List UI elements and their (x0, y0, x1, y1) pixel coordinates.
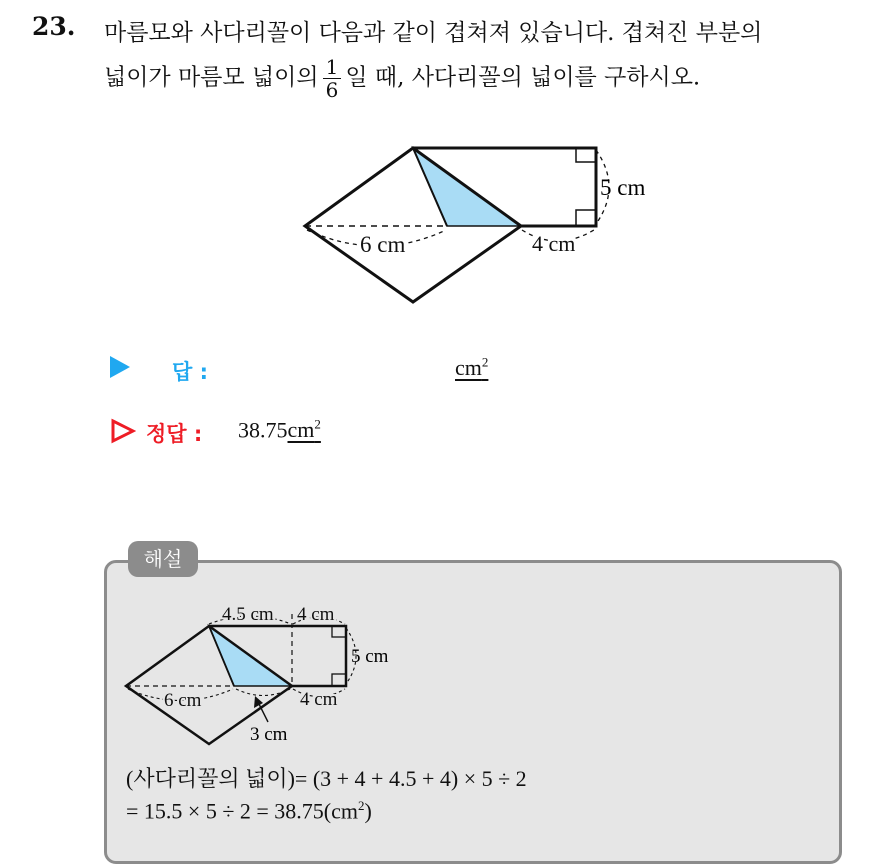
right-angle-mark-top (576, 148, 596, 162)
solution-line2-after: ) (364, 798, 372, 824)
correct-answer-value-row (238, 417, 321, 443)
label-half-diagonal: 6 cm (360, 232, 406, 257)
solution-line1: (사다리꼴의 넓이)= (3 + 4 + 4.5 + 4) × 5 ÷ 2 (126, 766, 527, 791)
fraction-numerator: 1 (323, 56, 342, 79)
label-top-left: 4.5 cm (222, 604, 274, 625)
label-half-diagonal: 6 cm (164, 690, 202, 711)
label-base-extension: 4 cm (300, 689, 338, 710)
answer-unit-text (455, 355, 488, 380)
label-bottom-segment: 3 cm (250, 724, 288, 745)
right-angle-mark-bottom (576, 210, 596, 226)
question-text-line2 (104, 56, 700, 101)
question-line2-after: 일 때, 사다리꼴의 넓이를 구하시오. (345, 64, 701, 91)
fraction-denominator: 6 (325, 78, 339, 102)
answer-row (110, 356, 130, 384)
right-angle-mark-top (332, 626, 346, 637)
solution-line2-before: = 15.5 × 5 ÷ 2 = 38.75(cm (126, 798, 358, 824)
right-angle-mark-bottom (332, 674, 346, 686)
label-height: 5 cm (600, 175, 646, 200)
correct-answer-label: 정답 : (146, 422, 203, 446)
solution-line2 (126, 798, 372, 824)
question-number: 23. (32, 12, 76, 41)
correct-unit-sup: 2 (314, 417, 321, 432)
answer-unit (455, 355, 488, 381)
explanation-figure (118, 598, 408, 748)
label-height: 5 cm (351, 646, 389, 667)
answer-unit-cm: cm (455, 355, 482, 381)
label-top-right: 4 cm (297, 604, 335, 625)
fraction-one-sixth (323, 56, 342, 101)
explanation-tab: 해설 (128, 541, 198, 577)
correct-unit-cm: cm (287, 417, 315, 443)
answer-label: 답 : (172, 360, 208, 384)
outline-triangle-icon (110, 418, 136, 444)
play-triangle-icon (110, 356, 130, 378)
figure-rhombus-trapezoid (290, 135, 670, 310)
question-line2-before: 넓이가 마름모 넓이의 (104, 64, 319, 91)
correct-answer-unit (288, 417, 321, 442)
question-text-line1: 마름모와 사다리꼴이 다음과 같이 겹쳐져 있습니다. 겹쳐진 부분의 (104, 20, 763, 46)
label-base-extension: 4 cm (532, 231, 576, 256)
correct-answer-value: 38.75 (238, 417, 288, 443)
answer-unit-sup: 2 (481, 355, 489, 370)
solution-line2-sup: 2 (358, 798, 365, 813)
